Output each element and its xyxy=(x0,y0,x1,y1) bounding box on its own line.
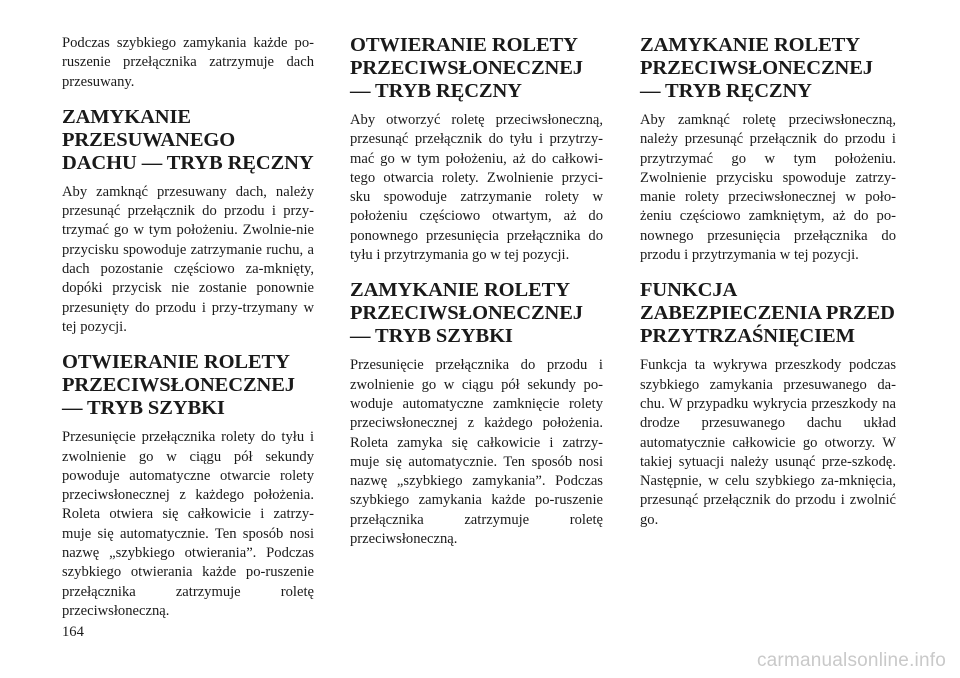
page-number: 164 xyxy=(62,624,84,640)
text-column-middle xyxy=(350,34,603,549)
heading-shade-close-express: ZAMYKANIE ROLETY PRZECIWSŁONECZNEJ — TRYB SZYBKI xyxy=(350,279,583,348)
paragraph-shade-close-manual: Aby zamknąć roletę przeciwsłoneczną, należy przesunąć przełącznik do przodu i przytrzymać go w tym położeniu. Zwolnienie przycisku spowoduje zatrzy-manie rolety przeciwsłonecznej w poło-żeniu częściowo zamkniętym, aż do po-nownego przesunięcia przełącznika do przodu i przytrzymania w tej pozycji. xyxy=(640,112,896,264)
paragraph-shade-close-express: Przesunięcie przełącznika do przodu i zwolnienie go w ciągu pół sekundy po-woduje automatyczne zamknięcie rolety przeciwsłonecznej z każdego położenia. Roleta zamyka się całkowicie i zatrzy-muje się automatycznie. Ten sposób nosi nazwę „szybkiego zamykania”. Podczas szybkiego zamykania każde po-ruszenie przełącznika zatrzymuje roletę przeciwsłoneczną. xyxy=(350,357,603,548)
heading-shade-open-manual: OTWIERANIE ROLETY PRZECIWSŁONECZNEJ — TRYB RĘCZNY xyxy=(350,34,583,102)
heading-sunroof-close-manual: ZAMYKANIE PRZESUWANEGO DACHU — TRYB RĘCZNY xyxy=(62,105,314,174)
heading-shade-close-manual: ZAMYKANIE ROLETY PRZECIWSŁONECZNEJ — TRYB RĘCZNY xyxy=(640,34,873,102)
paragraph-sunroof-close-manual: Aby zamknąć przesuwany dach, należy przesunąć przełącznik do przodu i przy-trzymać go w tym położeniu. Zwolnie-nie przycisku spowoduje zatrzymanie ruchu, a dach pozostanie częściowo za-mknięty, dopóki przycisk nie zostanie ponownie przesunięty do przodu i przy-trzymany w tej pozycji. xyxy=(62,183,314,335)
text-column-right xyxy=(640,34,896,530)
paragraph-shade-open-express: Przesunięcie przełącznika rolety do tyłu i zwolnienie go w ciągu pół sekundy powoduje automatyczne otwarcie rolety przeciwsłonecznej z każdego położenia. Roleta otwiera się całkowicie i zatrzy-muje się automatycznie. Ten sposób nosi nazwę „szybkiego otwierania”. Podczas szybkiego otwierania każde po-ruszenie przełącznika zatrzymuje roletę przeciwsłoneczną. xyxy=(62,429,314,619)
text-column-left xyxy=(62,34,314,621)
paragraph-pinch-protection: Funkcja ta wykrywa przeszkody podczas szybkiego zamykania przesuwanego da-chu. W przypadku wykrycia przeszkody na drodze przesuwanego dachu układ automatycznie całkowicie go otworzy. W takiej sytuacji należy usunąć prze-szkodę. Następnie, w celu szybkiego za-mknięcia, przesunąć przełącznik do przodu i zwolnić go. xyxy=(640,357,896,528)
paragraph-shade-open-manual: Aby otworzyć roletę przeciwsłoneczną, przesunąć przełącznik do tyłu i przytrzy-mać go w tym położeniu, aż do całkowi-tego otwarcia rolety. Zwolnienie przyci-sku spowoduje zatrzymanie rolety w położeniu częściowo otwartym, aż do ponownego przesunięcia przełącznika do tyłu i przytrzymania go w tej pozycji. xyxy=(350,112,603,264)
paragraph-fast-close-note: Podczas szybkiego zamykania każde po-ruszenie przełącznika zatrzymuje dach przesuwany. xyxy=(62,35,314,90)
watermark: carmanualsonline.info xyxy=(756,650,946,671)
heading-pinch-protection: FUNKCJA ZABEZPIECZENIA PRZED PRZYTRZAŚNIĘCIEM xyxy=(640,279,895,348)
heading-shade-open-express: OTWIERANIE ROLETY PRZECIWSŁONECZNEJ — TRYB SZYBKI xyxy=(62,351,295,420)
